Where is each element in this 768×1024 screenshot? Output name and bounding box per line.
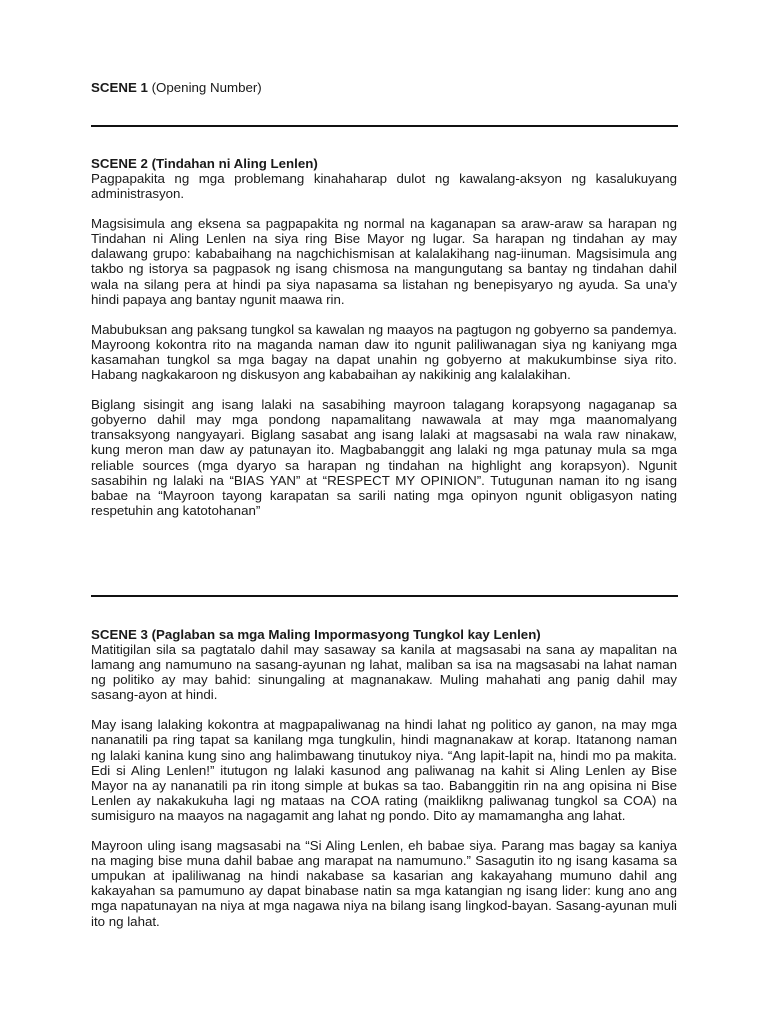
scene-3-paragraph: Matitigilan sila sa pagtatalo dahil may sasaway sa kanila at magsasabi na sana ay mapalitan na lamang ang namumuno na sasang-ayunan ng lahat, maliban sa isa na magsasabi na lahat naman ng politiko ay may bahid: sinungaling at magnanakaw. Muling mahahati ang panig dahil may sasang-ayon at hindi. (91, 642, 677, 703)
scene-2-paragraph: Pagpapakita ng mga problemang kinahaharap dulot ng kawalang-aksyon ng kasalukuyang administrasyon. (91, 171, 677, 202)
scene-3-subtitle: (Paglaban sa mga Maling Impormasyong Tungkol kay Lenlen) (151, 627, 541, 642)
scene-3-number: SCENE 3 (91, 627, 148, 642)
scene-2-heading (91, 156, 318, 172)
section-divider (91, 595, 678, 597)
scene-1-number: SCENE 1 (91, 80, 148, 95)
scene-2-subtitle: (Tindahan ni Aling Lenlen) (151, 156, 318, 171)
scene-2-paragraph: Magsisimula ang eksena sa pagpapakita ng normal na kaganapan sa araw-araw sa harapan ng Tindahan ni Aling Lenlen na siya ring Bise Mayor ng lugar. Sa harapan ng tindahan ay may dalawang grupo: kababaihang na nagchichismisan at kalalakihang nag-iinuman. Magsisimula ang takbo ng istorya sa pagpasok ng isang chismosa na mangungutang sa bantay ng tindahan dahil wala na silang pera at hindi pa siya napasama sa listahan ng benepisyaryo ng ayuda. Sa una'y hindi papaya ang bantay ngunit maawa rin. (91, 216, 677, 307)
scene-3-paragraph: Mayroon uling isang magsasabi na “Si Aling Lenlen, eh babae siya. Parang mas bagay sa kaniya na maging bise muna dahil babae ang marapat na namumuno.” Sasagutin ito ng isang kasama sa umpukan at ipaliliwanag na hindi nakabase sa kasarian ang kakayahang mumuno dahil ang kakayahan sa pamumuno ay dapat binabase natin sa mga katangian ng isang lider: kung ano ang mga napatunayan na niya at mga nagawa niya na bilang isang lingkod-bayan. Sasang-ayunan muli ito ng lahat. (91, 838, 677, 929)
scene-2-paragraph: Mabubuksan ang paksang tungkol sa kawalan ng maayos na pagtugon ng gobyerno sa pandemya. Mayroong kokontra rito na maganda naman daw ito ngunit paliliwanagan siya ng kaniyang mga kasamahan tungkol sa mga bagay na dapat unahin ng gobyerno at makukumbinse siya rito. Habang nagkakaroon ng diskusyon ang kababaihan ay nakikinig ang kalalakihan. (91, 321, 677, 383)
scene-2-body (91, 171, 677, 533)
scene-3-heading (91, 627, 541, 643)
scene-3-paragraph: May isang lalaking kokontra at magpapaliwanag na hindi lahat ng politico ay ganon, na may mga nananatili pa ring tapat sa kanilang mga tungkulin, hindi magnanakaw at korap. Itatanong naman ng lalaki kanina kung sino ang halimbawang tinutukoy niya. “Ang lapit-lapit na, hindi mo pa makita. Edi si Aling Lenlen!” itutugon ng lalaki kasunod ang paliwanag na kahit si Aling Lenlen ay Bise Mayor na ay nananatili pa rin itong simple at bukas sa tao. Babanggitin rin na ang opisina ni Bise Lenlen ay nakakukuha lagi ng mataas na COA rating (maiklikng paliwanag tungkol sa COA) na sumisiguro na maayos na nagagamit ang lahat ng pondo. Dito ay mamamangha ang lahat. (91, 717, 677, 823)
scene-3-body (91, 642, 677, 944)
scene-1-subtitle: (Opening Number) (151, 80, 262, 95)
scene-1-heading (91, 80, 262, 96)
section-divider (91, 125, 678, 127)
scene-2-paragraph: Biglang sisingit ang isang lalaki na sasabihing mayroon talagang korapsyong nagaganap sa gobyerno dahil may mga pondong napamalitang nawawala at may mga maanomalyang transaksyong nangyayari. Biglang sasabat ang isang lalaki at magsasabi na wala raw ninakaw, kung meron man daw ay patunayan ito. Magbabanggit ang lalaki ng mga patunay mula sa mga reliable sources (mga dyaryo sa harapan ng tindahan na highlight ang korapsyon). Ngunit sasabihin ng lalaki na “BIAS YAN” at “RESPECT MY OPINION”. Tutugunan naman ito ng isang babae na “Mayroon tayong karapatan sa sarili nating mga opinyon ngunit obligasyon nating respetuhin ang katotohanan” (91, 397, 677, 518)
scene-2-number: SCENE 2 (91, 156, 148, 171)
